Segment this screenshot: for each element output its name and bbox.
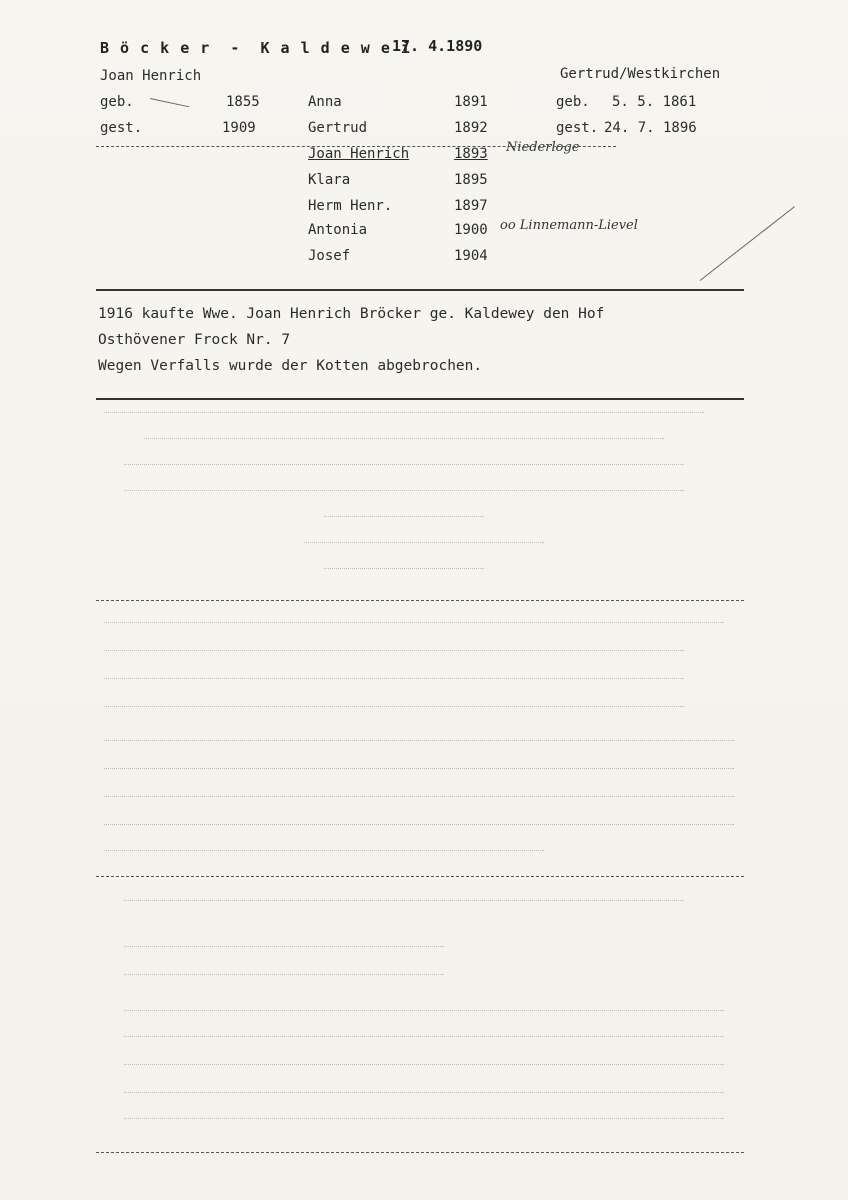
husband-born-label: geb. bbox=[100, 94, 134, 110]
wife-name: Gertrud/Westkirchen bbox=[560, 66, 721, 82]
child-name: Gertrud bbox=[308, 120, 368, 136]
child-name: Klara bbox=[308, 172, 351, 188]
child-name: Antonia bbox=[308, 222, 368, 238]
family-header: B ö c k e r - K a l d e w e i bbox=[100, 39, 411, 57]
wife-handwritten-note: Niederloge bbox=[506, 140, 580, 155]
section-rule bbox=[96, 1152, 744, 1153]
bleed-through-block bbox=[96, 402, 744, 592]
child-year: 1900 bbox=[454, 222, 488, 238]
section-rule bbox=[96, 398, 744, 400]
husband-died-label: gest. bbox=[100, 120, 143, 136]
husband-died-year: 1909 bbox=[222, 120, 256, 136]
wife-born-label: geb. bbox=[556, 94, 590, 110]
husband-born-year: 1855 bbox=[226, 94, 260, 110]
note-line: 1916 kaufte Wwe. Joan Henrich Bröcker ge. Kaldewey den Hof bbox=[98, 306, 605, 322]
child-year: 1904 bbox=[454, 248, 488, 264]
bleed-through-block bbox=[96, 886, 744, 1146]
pen-stroke bbox=[150, 98, 189, 107]
note-line: Wegen Verfalls wurde der Kotten abgebrochen. bbox=[98, 358, 483, 374]
child-name: Anna bbox=[308, 94, 342, 110]
child-name: Joan Henrich bbox=[308, 146, 410, 162]
child-handwritten-note: oo Linnemann-Lievel bbox=[500, 218, 638, 233]
child-year: 1895 bbox=[454, 172, 488, 188]
child-year: 1891 bbox=[454, 94, 488, 110]
wife-born-date: 5. 5. 1861 bbox=[612, 94, 697, 110]
husband-name: Joan Henrich bbox=[100, 68, 202, 84]
child-year: 1893 bbox=[454, 146, 488, 162]
wife-died-label: gest. bbox=[556, 120, 599, 136]
child-year: 1892 bbox=[454, 120, 488, 136]
bleed-through-block bbox=[96, 610, 744, 860]
section-rule bbox=[96, 876, 744, 877]
note-line: Osthövener Frock Nr. 7 bbox=[98, 332, 291, 348]
child-name: Josef bbox=[308, 248, 351, 264]
child-year: 1897 bbox=[454, 198, 488, 214]
marriage-date: 17. 4.1890 bbox=[392, 37, 483, 55]
pen-stroke bbox=[700, 206, 795, 281]
wife-died-date: 24. 7. 1896 bbox=[604, 120, 697, 136]
child-name: Herm Henr. bbox=[308, 198, 393, 214]
section-rule bbox=[96, 289, 744, 291]
section-rule bbox=[96, 600, 744, 601]
